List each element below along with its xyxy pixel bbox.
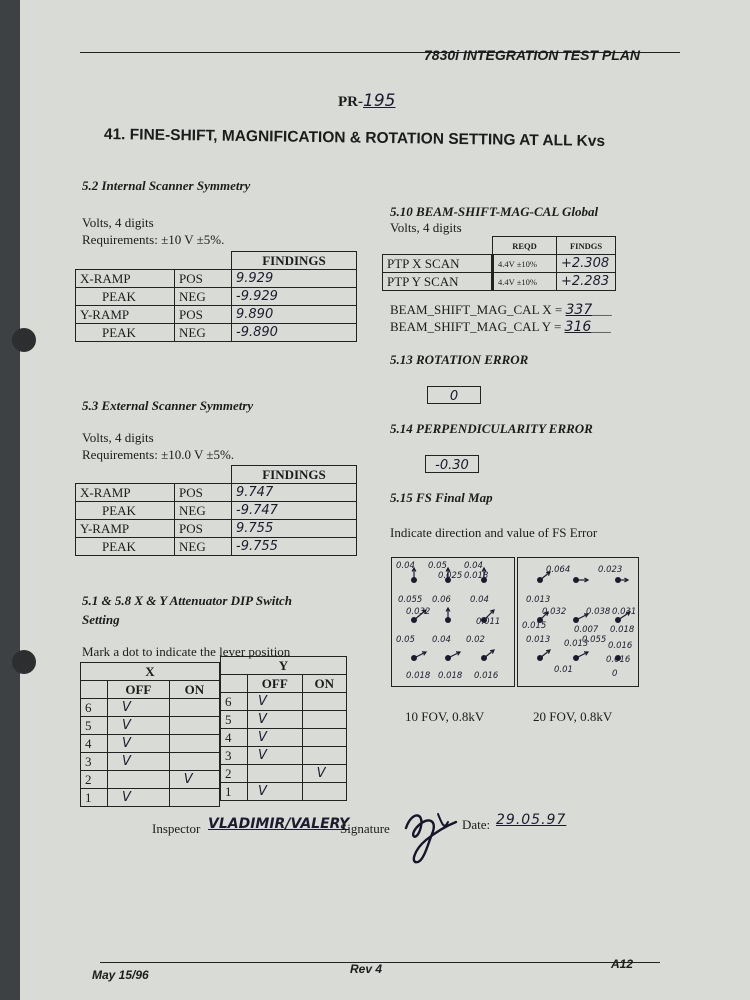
table-row: 4 V xyxy=(81,735,220,753)
table-row: 6 V xyxy=(81,699,220,717)
fs-value-label: 0.018 xyxy=(406,671,431,681)
table-row: 3 V xyxy=(221,747,347,765)
fs-value-label: 0.04 xyxy=(396,561,415,571)
table-row: 6 V xyxy=(221,693,347,711)
external-req: Requirements: ±10.0 V ±5%. xyxy=(82,447,235,462)
fs-map-20fov xyxy=(517,557,639,687)
fs-value-label: 0.01 xyxy=(554,665,573,675)
fs-arrow xyxy=(540,650,550,658)
fs-value-label: 0.031 xyxy=(612,607,637,617)
dip-y-table: Y OFF ON 6 V 5 V 4 V 3 V 2 V 1 V xyxy=(220,656,347,801)
dip-heading-2: Setting xyxy=(82,612,120,627)
signature-scribble xyxy=(398,800,468,866)
table-row: PEAK NEG -9.755 xyxy=(76,538,357,556)
beam-cal-y: BEAM_SHIFT_MAG_CAL Y = 316___ xyxy=(390,319,611,335)
rotation-value-box xyxy=(427,386,481,404)
fs-value-label: 0.032 xyxy=(406,607,431,617)
fs-value-label: 0.055 xyxy=(398,595,423,605)
rotation-value: 0 xyxy=(449,389,459,404)
fs-instruction: Indicate direction and value of FS Error xyxy=(390,525,598,540)
findings-header: FINDINGS xyxy=(232,466,357,484)
internal-req: Requirements: ±10 V ±5%. xyxy=(82,232,225,247)
table-row: X-RAMP POS 9.929 xyxy=(76,270,357,288)
fs-value-label: 0.025 xyxy=(438,571,463,581)
fs-value-label: 0.038 xyxy=(586,607,611,617)
beam-heading: 5.10 BEAM-SHIFT-MAG-CAL Global xyxy=(390,204,599,219)
date-value: 29.05.97 xyxy=(496,812,567,828)
perp-value-box xyxy=(425,455,479,473)
dip-heading: 5.1 & 5.8 X & Y Attenuator DIP Switch xyxy=(82,593,292,608)
fs-value-label: 0.018 xyxy=(438,671,463,681)
fs-value-label: 0.02 xyxy=(466,635,485,645)
external-volts: Volts, 4 digits xyxy=(82,430,154,445)
table-row: PEAK NEG -9.747 xyxy=(76,502,357,520)
fs-arrow xyxy=(484,650,494,658)
table-row: PEAK NEG -9.890 xyxy=(76,324,357,342)
fs-value-label: 0.011 xyxy=(476,617,501,627)
table-row: PTP X SCAN 4.4V ±10% +2.308 xyxy=(383,255,616,273)
external-table xyxy=(75,465,357,556)
table-row: 1 V xyxy=(81,789,220,807)
fs-heading: 5.15 FS Final Map xyxy=(390,490,493,505)
internal-table xyxy=(75,251,357,342)
fs-value-label: 0.015 xyxy=(522,621,547,631)
table-row: PTP Y SCAN 4.4V ±10% +2.283 xyxy=(383,273,616,291)
perp-value: -0.30 xyxy=(435,458,469,473)
fs-value-label: 0.018 xyxy=(464,571,489,581)
fs-value-label: 0.04 xyxy=(464,561,483,571)
table-row: 5 V xyxy=(221,711,347,729)
inspector-name: VLADIMIR/VALERY xyxy=(208,816,350,832)
internal-volts: Volts, 4 digits xyxy=(82,215,154,230)
findings-header: FINDINGS xyxy=(232,252,357,270)
table-row: Y-RAMP POS 9.890 xyxy=(76,306,357,324)
footer-date: May 15/96 xyxy=(92,968,149,982)
external-heading: 5.3 External Scanner Symmetry xyxy=(82,398,254,413)
fs-value-label: 0.023 xyxy=(598,565,623,575)
table-row: 4 V xyxy=(221,729,347,747)
perp-heading: 5.14 PERPENDICULARITY ERROR xyxy=(390,421,593,436)
fs-value-label: 0.055 xyxy=(582,635,607,645)
fs-map-20fov-drawing xyxy=(518,558,638,686)
fs-value-label: 0.016 xyxy=(474,671,499,681)
fs-value-label: 0.013 xyxy=(564,639,589,649)
beam-cal-x: BEAM_SHIFT_MAG_CAL X = 337___ xyxy=(390,302,612,318)
table-row: 1 V xyxy=(221,783,347,801)
pr-number: PR-195 xyxy=(338,91,396,111)
table-row: X-RAMP POS 9.747 xyxy=(76,484,357,502)
fs-value-label: 0.016 xyxy=(608,641,633,651)
fs-value-label: 0.06 xyxy=(432,595,451,605)
fs-value-label: 0.05 xyxy=(396,635,415,645)
beam-table: REQD FINDGS PTP X SCAN 4.4V ±10% +2.308 PTP Y SCAN 4.4V ±10% +2.283 xyxy=(382,236,616,291)
binder-hole xyxy=(12,650,36,674)
fs-value-label: 0.04 xyxy=(470,595,489,605)
table-row: PEAK NEG -9.929 xyxy=(76,288,357,306)
fs-value-label: 0.016 xyxy=(606,655,631,665)
fs-map-10fov xyxy=(391,557,515,687)
document-page xyxy=(20,0,750,1000)
fs-value-label: 0.018 xyxy=(610,625,635,635)
date-label: Date: xyxy=(462,817,491,832)
table-row: 5 V xyxy=(81,717,220,735)
page-title: 41. FINE-SHIFT, MAGNIFICATION & ROTATION SETTING AT ALL Kvs xyxy=(103,126,606,150)
table-row: 2 V xyxy=(221,765,347,783)
signature-label: Signature xyxy=(340,821,390,836)
fs-value-label: 0.007 xyxy=(574,625,599,635)
rotation-heading: 5.13 ROTATION ERROR xyxy=(390,352,529,367)
fs-value-label: 0.013 xyxy=(526,635,551,645)
fs-value-label: 0.04 xyxy=(432,635,451,645)
fs-value-label: 0.05 xyxy=(428,561,447,571)
dip-x-table: X OFF ON 6 V 5 V 4 V 3 V 2 V 1 V xyxy=(80,662,220,807)
fs-value-label: 0 xyxy=(612,669,618,679)
table-row: 2 V xyxy=(81,771,220,789)
binder-hole xyxy=(12,328,36,352)
fs-map1-caption: 10 FOV, 0.8kV xyxy=(405,709,485,724)
footer-rev: Rev 4 xyxy=(350,962,383,976)
fs-value-label: 0.032 xyxy=(542,607,567,617)
fs-map2-caption: 20 FOV, 0.8kV xyxy=(533,709,613,724)
internal-heading: 5.2 Internal Scanner Symmetry xyxy=(82,178,251,193)
fs-map-10fov-drawing xyxy=(392,558,514,686)
beam-volts: Volts, 4 digits xyxy=(390,220,462,235)
table-row: 3 V xyxy=(81,753,220,771)
doc-title: 7830i INTEGRATION TEST PLAN xyxy=(424,47,640,63)
dip-instruction: Mark a dot to indicate the lever position xyxy=(82,644,291,659)
inspector-label: Inspector xyxy=(152,821,201,836)
fs-value-label: 0.013 xyxy=(526,595,551,605)
table-row: Y-RAMP POS 9.755 xyxy=(76,520,357,538)
footer-page: A12 xyxy=(611,957,634,971)
fs-value-label: 0.064 xyxy=(546,565,571,575)
